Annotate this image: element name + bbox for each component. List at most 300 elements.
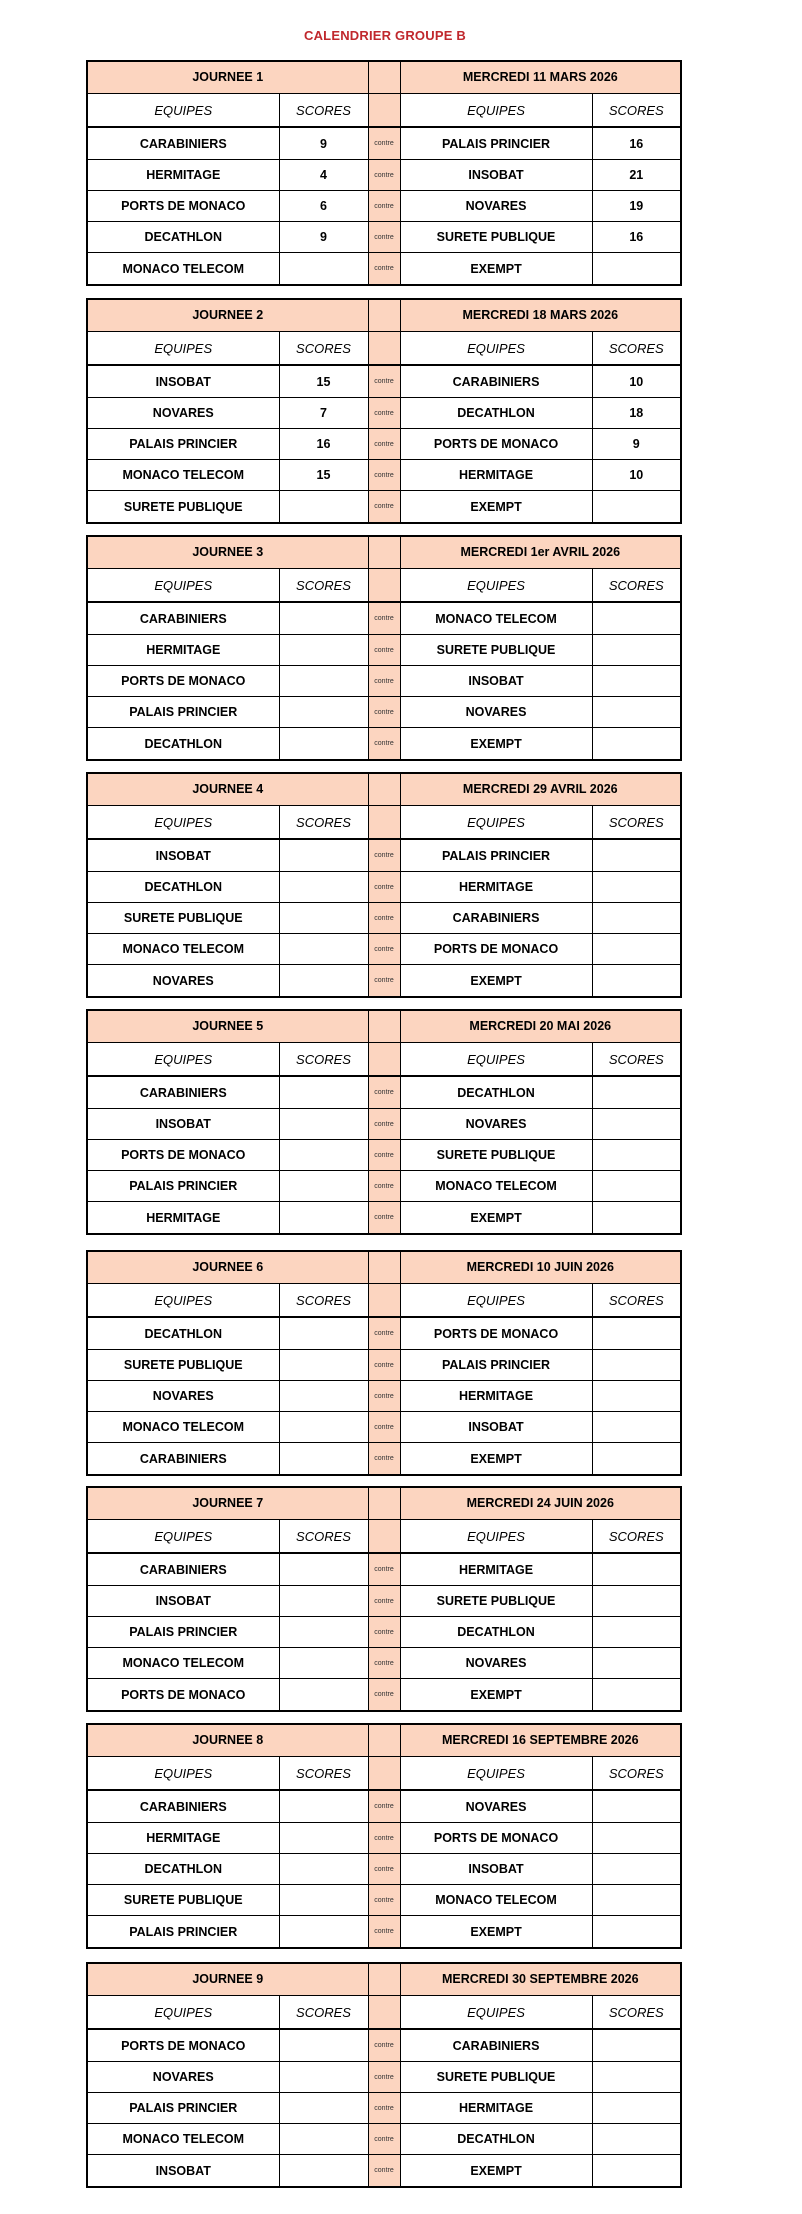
match-row [87,1553,681,1585]
away-score: 10 [592,365,681,397]
column-header-scores: SCORES [279,1756,368,1790]
round-table-5 [86,1009,680,1235]
away-team: DECATHLON [400,1076,592,1108]
home-team: MONACO TELECOM [87,460,279,491]
versus-label: contre [368,602,400,634]
home-score [279,2062,368,2093]
home-team: MONACO TELECOM [87,1412,279,1443]
versus-label: contre [368,934,400,965]
round-header-spacer [368,1724,400,1756]
versus-label: contre [368,1140,400,1171]
round-table-7 [86,1486,680,1712]
home-team: PORTS DE MONACO [87,2029,279,2061]
versus-label: contre [368,491,400,523]
versus-label: contre [368,2093,400,2124]
home-score: 6 [279,191,368,222]
home-score [279,697,368,728]
away-score [592,934,681,965]
match-row [87,839,681,871]
away-team: EXEMPT [400,1679,592,1711]
home-team: PORTS DE MONACO [87,191,279,222]
away-score [592,2062,681,2093]
away-score: 9 [592,429,681,460]
away-score [592,1885,681,1916]
column-header-spacer [368,805,400,839]
round-name: JOURNEE 1 [87,61,368,93]
away-team: PORTS DE MONACO [400,1823,592,1854]
home-team: PORTS DE MONACO [87,666,279,697]
round-header [87,1487,681,1519]
versus-label: contre [368,460,400,491]
column-header-scores: SCORES [279,1519,368,1553]
match-row [87,1350,681,1381]
home-team: NOVARES [87,2062,279,2093]
away-score: 16 [592,222,681,253]
away-score [592,1140,681,1171]
away-team: EXEMPT [400,728,592,760]
column-header-equipes: EQUIPES [87,1995,279,2029]
match-row [87,602,681,634]
home-team: MONACO TELECOM [87,2124,279,2155]
home-score [279,491,368,523]
round-name: JOURNEE 3 [87,536,368,568]
column-header-scores: SCORES [592,568,681,602]
versus-label: contre [368,1317,400,1349]
versus-label: contre [368,160,400,191]
column-header-equipes: EQUIPES [87,805,279,839]
home-team: INSOBAT [87,365,279,397]
away-team: PALAIS PRINCIER [400,839,592,871]
round-header [87,61,681,93]
round-date: MERCREDI 20 MAI 2026 [400,1010,681,1042]
column-header-equipes: EQUIPES [400,1283,592,1317]
match-row [87,1679,681,1711]
column-header-equipes: EQUIPES [400,1519,592,1553]
match-row [87,965,681,997]
match-row [87,1202,681,1234]
away-score [592,1443,681,1475]
match-row [87,1854,681,1885]
column-header-equipes: EQUIPES [400,1756,592,1790]
round-name: JOURNEE 8 [87,1724,368,1756]
versus-label: contre [368,1823,400,1854]
column-header-spacer [368,568,400,602]
away-team: INSOBAT [400,1412,592,1443]
away-score [592,1171,681,1202]
column-header-row [87,93,681,127]
match-row [87,2093,681,2124]
match-row [87,872,681,903]
round-header-spacer [368,61,400,93]
round-table-6 [86,1250,680,1476]
round-table-8 [86,1723,680,1949]
match-row [87,460,681,491]
home-team: PALAIS PRINCIER [87,1171,279,1202]
round-date: MERCREDI 16 SEPTEMBRE 2026 [400,1724,681,1756]
column-header-equipes: EQUIPES [87,1283,279,1317]
round-date: MERCREDI 1er AVRIL 2026 [400,536,681,568]
match-row [87,491,681,523]
away-score [592,1317,681,1349]
home-score [279,1443,368,1475]
away-score [592,2093,681,2124]
match-row [87,1076,681,1108]
home-team: SURETE PUBLIQUE [87,1350,279,1381]
match-row [87,1885,681,1916]
match-row [87,2124,681,2155]
away-score [592,1412,681,1443]
versus-label: contre [368,2124,400,2155]
home-team: CARABINIERS [87,127,279,159]
away-team: DECATHLON [400,398,592,429]
away-score [592,1109,681,1140]
away-team: HERMITAGE [400,2093,592,2124]
away-team: EXEMPT [400,2155,592,2187]
match-row [87,666,681,697]
column-header-scores: SCORES [592,1283,681,1317]
versus-label: contre [368,2062,400,2093]
round-date: MERCREDI 30 SEPTEMBRE 2026 [400,1963,681,1995]
away-team: SURETE PUBLIQUE [400,635,592,666]
away-score [592,2029,681,2061]
home-score: 9 [279,127,368,159]
home-score [279,1317,368,1349]
column-header-spacer [368,1756,400,1790]
column-header-spacer [368,1995,400,2029]
round-name: JOURNEE 2 [87,299,368,331]
versus-label: contre [368,253,400,285]
round-header [87,773,681,805]
away-team: NOVARES [400,697,592,728]
home-score [279,1109,368,1140]
column-header-spacer [368,331,400,365]
column-header-equipes: EQUIPES [87,331,279,365]
column-header-equipes: EQUIPES [400,568,592,602]
column-header-row [87,1519,681,1553]
home-score [279,1350,368,1381]
round-header-spacer [368,773,400,805]
away-score [592,1381,681,1412]
match-row [87,160,681,191]
home-team: PALAIS PRINCIER [87,1916,279,1948]
versus-label: contre [368,1553,400,1585]
home-score [279,934,368,965]
match-row [87,2062,681,2093]
home-team: HERMITAGE [87,160,279,191]
column-header-equipes: EQUIPES [87,1519,279,1553]
away-team: CARABINIERS [400,365,592,397]
match-row [87,1412,681,1443]
versus-label: contre [368,1412,400,1443]
away-team: SURETE PUBLIQUE [400,222,592,253]
home-score: 4 [279,160,368,191]
round-header-spacer [368,1251,400,1283]
home-team: PORTS DE MONACO [87,1140,279,1171]
versus-label: contre [368,1076,400,1108]
away-team: HERMITAGE [400,1381,592,1412]
away-team: EXEMPT [400,491,592,523]
away-score [592,1916,681,1948]
away-team: NOVARES [400,1109,592,1140]
round-name: JOURNEE 4 [87,773,368,805]
versus-label: contre [368,635,400,666]
match-row [87,728,681,760]
round-name: JOURNEE 5 [87,1010,368,1042]
column-header-row [87,1042,681,1076]
versus-label: contre [368,697,400,728]
column-header-scores: SCORES [279,331,368,365]
away-score [592,491,681,523]
versus-label: contre [368,1381,400,1412]
home-score [279,1202,368,1234]
round-date: MERCREDI 11 MARS 2026 [400,61,681,93]
match-row [87,2155,681,2187]
away-team: SURETE PUBLIQUE [400,1140,592,1171]
column-header-equipes: EQUIPES [87,1756,279,1790]
home-team: PALAIS PRINCIER [87,1617,279,1648]
home-score [279,728,368,760]
home-score [279,1381,368,1412]
match-row [87,1790,681,1822]
away-score [592,903,681,934]
home-team: PALAIS PRINCIER [87,429,279,460]
round-header-spacer [368,1010,400,1042]
home-score [279,1617,368,1648]
versus-label: contre [368,965,400,997]
column-header-spacer [368,93,400,127]
home-score: 9 [279,222,368,253]
home-score: 15 [279,460,368,491]
column-header-scores: SCORES [279,1995,368,2029]
home-team: INSOBAT [87,2155,279,2187]
home-team: DECATHLON [87,728,279,760]
home-score [279,2155,368,2187]
home-score [279,1171,368,1202]
round-header-spacer [368,1487,400,1519]
match-row [87,635,681,666]
column-header-spacer [368,1283,400,1317]
column-header-equipes: EQUIPES [400,93,592,127]
column-header-scores: SCORES [592,805,681,839]
round-table-1 [86,60,680,286]
round-header-spacer [368,536,400,568]
round-date: MERCREDI 29 AVRIL 2026 [400,773,681,805]
away-team: INSOBAT [400,160,592,191]
round-name: JOURNEE 6 [87,1251,368,1283]
match-row [87,222,681,253]
home-team: PALAIS PRINCIER [87,697,279,728]
round-header [87,1963,681,1995]
away-score [592,1617,681,1648]
home-score [279,666,368,697]
home-score [279,1586,368,1617]
round-header [87,299,681,331]
match-row [87,1586,681,1617]
home-team: PORTS DE MONACO [87,1679,279,1711]
round-header [87,1251,681,1283]
column-header-equipes: EQUIPES [87,568,279,602]
away-score [592,253,681,285]
column-header-equipes: EQUIPES [400,331,592,365]
match-row [87,1916,681,1948]
column-header-row [87,331,681,365]
away-team: DECATHLON [400,1617,592,1648]
home-team: CARABINIERS [87,602,279,634]
versus-label: contre [368,398,400,429]
home-team: DECATHLON [87,222,279,253]
home-score: 15 [279,365,368,397]
away-team: CARABINIERS [400,903,592,934]
round-date: MERCREDI 24 JUIN 2026 [400,1487,681,1519]
versus-label: contre [368,1916,400,1948]
column-header-scores: SCORES [592,331,681,365]
versus-label: contre [368,1617,400,1648]
away-team: MONACO TELECOM [400,1171,592,1202]
away-team: HERMITAGE [400,872,592,903]
away-team: INSOBAT [400,1854,592,1885]
round-header [87,1010,681,1042]
away-team: INSOBAT [400,666,592,697]
round-table-2 [86,298,680,524]
home-score [279,1076,368,1108]
away-score [592,1790,681,1822]
away-team: SURETE PUBLIQUE [400,2062,592,2093]
match-row [87,365,681,397]
match-row [87,697,681,728]
home-score [279,1553,368,1585]
away-score [592,635,681,666]
home-team: DECATHLON [87,1854,279,1885]
home-score [279,1823,368,1854]
versus-label: contre [368,1202,400,1234]
versus-label: contre [368,839,400,871]
match-row [87,1317,681,1349]
home-score [279,2124,368,2155]
away-team: PALAIS PRINCIER [400,1350,592,1381]
match-row [87,934,681,965]
away-score [592,728,681,760]
away-team: EXEMPT [400,253,592,285]
versus-label: contre [368,1443,400,1475]
versus-label: contre [368,1790,400,1822]
away-score [592,1202,681,1234]
versus-label: contre [368,1679,400,1711]
column-header-scores: SCORES [592,1042,681,1076]
home-team: MONACO TELECOM [87,934,279,965]
versus-label: contre [368,1350,400,1381]
home-team: CARABINIERS [87,1443,279,1475]
home-score [279,1679,368,1711]
away-team: MONACO TELECOM [400,602,592,634]
home-score [279,1916,368,1948]
round-header-spacer [368,299,400,331]
home-team: HERMITAGE [87,635,279,666]
round-header [87,1724,681,1756]
away-score [592,1648,681,1679]
versus-label: contre [368,429,400,460]
column-header-equipes: EQUIPES [87,1042,279,1076]
away-score [592,1823,681,1854]
versus-label: contre [368,191,400,222]
round-header [87,536,681,568]
match-row [87,398,681,429]
versus-label: contre [368,222,400,253]
away-score: 19 [592,191,681,222]
away-score [592,965,681,997]
away-score [592,2155,681,2187]
column-header-equipes: EQUIPES [400,805,592,839]
away-score [592,1679,681,1711]
column-header-spacer [368,1519,400,1553]
round-name: JOURNEE 9 [87,1963,368,1995]
column-header-scores: SCORES [279,1283,368,1317]
home-score [279,2029,368,2061]
column-header-scores: SCORES [279,93,368,127]
column-header-equipes: EQUIPES [400,1042,592,1076]
home-score [279,1885,368,1916]
round-table-9 [86,1962,680,2188]
column-header-scores: SCORES [592,93,681,127]
column-header-spacer [368,1042,400,1076]
away-score [592,1076,681,1108]
match-row [87,127,681,159]
home-team: CARABINIERS [87,1553,279,1585]
away-team: EXEMPT [400,1202,592,1234]
round-date: MERCREDI 18 MARS 2026 [400,299,681,331]
away-score: 16 [592,127,681,159]
home-score [279,635,368,666]
match-row [87,2029,681,2061]
home-score [279,839,368,871]
versus-label: contre [368,666,400,697]
home-team: INSOBAT [87,839,279,871]
match-row [87,1140,681,1171]
match-row [87,1381,681,1412]
round-table-4 [86,772,680,998]
away-team: HERMITAGE [400,1553,592,1585]
away-score [592,1350,681,1381]
away-team: PORTS DE MONACO [400,1317,592,1349]
home-team: NOVARES [87,965,279,997]
column-header-row [87,1283,681,1317]
home-score [279,2093,368,2124]
home-team: MONACO TELECOM [87,253,279,285]
column-header-row [87,805,681,839]
away-team: DECATHLON [400,2124,592,2155]
away-score: 21 [592,160,681,191]
versus-label: contre [368,872,400,903]
match-row [87,903,681,934]
home-team: DECATHLON [87,1317,279,1349]
home-score [279,1412,368,1443]
column-header-scores: SCORES [592,1756,681,1790]
away-team: NOVARES [400,1790,592,1822]
home-team: CARABINIERS [87,1790,279,1822]
home-score: 7 [279,398,368,429]
home-score [279,903,368,934]
home-team: SURETE PUBLIQUE [87,491,279,523]
home-score [279,1140,368,1171]
column-header-scores: SCORES [279,1042,368,1076]
round-name: JOURNEE 7 [87,1487,368,1519]
away-score [592,2124,681,2155]
versus-label: contre [368,728,400,760]
home-score [279,602,368,634]
match-row [87,253,681,285]
column-header-scores: SCORES [279,805,368,839]
away-team: MONACO TELECOM [400,1885,592,1916]
away-team: PALAIS PRINCIER [400,127,592,159]
